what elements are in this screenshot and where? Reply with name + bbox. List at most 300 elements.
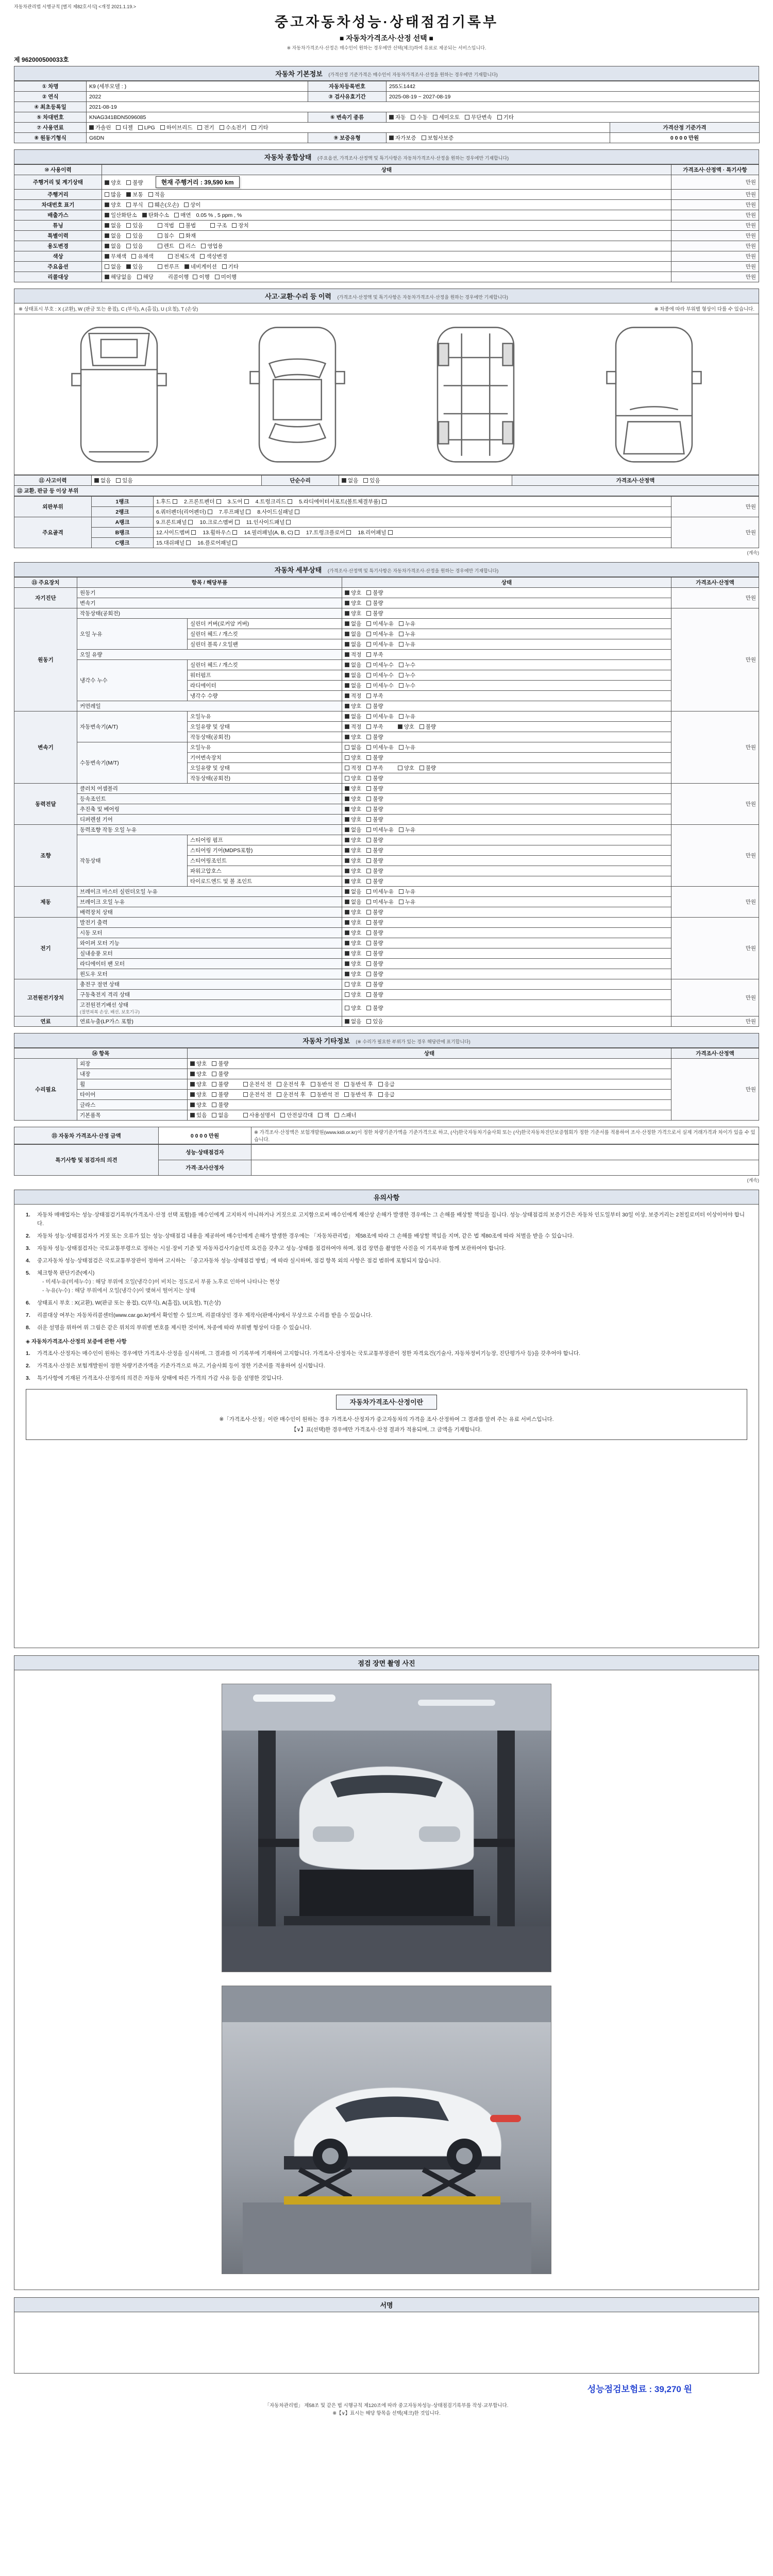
- checkbox[interactable]: [465, 115, 469, 120]
- checkbox[interactable]: [212, 1092, 216, 1097]
- checkbox[interactable]: [105, 244, 109, 248]
- checkbox-label: 양호: [351, 909, 362, 916]
- checkbox[interactable]: [232, 530, 237, 535]
- checkbox-label: 미세누유: [373, 631, 394, 637]
- checkbox[interactable]: [126, 192, 131, 197]
- section-accident-note: (가격조사·산정액 및 특기사항은 자동차가격조사·산정을 원하는 경우에만 기재합니다): [337, 295, 508, 300]
- checkbox[interactable]: [345, 693, 349, 698]
- checkbox[interactable]: [497, 115, 502, 120]
- document-header: [14, 3, 759, 10]
- checkbox[interactable]: [366, 807, 371, 811]
- checkbox-label: 누유: [405, 631, 416, 637]
- checkbox[interactable]: [105, 254, 109, 259]
- checkbox[interactable]: [190, 1061, 195, 1066]
- checkbox-option: [190, 1060, 207, 1067]
- checkbox[interactable]: [295, 510, 299, 514]
- checkbox[interactable]: [366, 1019, 371, 1024]
- checkbox[interactable]: [345, 663, 349, 667]
- checkbox[interactable]: [105, 275, 109, 279]
- state-options: [188, 1110, 671, 1121]
- checkbox[interactable]: [411, 115, 415, 120]
- checkbox[interactable]: [345, 951, 349, 956]
- checkbox[interactable]: [345, 745, 349, 750]
- checkbox[interactable]: [318, 1113, 323, 1117]
- table-row: [14, 251, 759, 262]
- checkbox[interactable]: [216, 499, 221, 504]
- checkbox[interactable]: [366, 632, 371, 636]
- checkbox-label: 없음: [111, 223, 122, 229]
- checkbox[interactable]: [215, 275, 220, 279]
- checkbox-option: [345, 877, 361, 885]
- state-options: [342, 691, 671, 701]
- checkbox[interactable]: [243, 1092, 248, 1097]
- checkbox-label: 적정: [351, 693, 362, 699]
- page-subnote: ※ 자동차가격조사·산정은 매수인이 원하는 경우에만 선택(체크)하여 유료로 제공되는 서비스입니다.: [287, 45, 486, 50]
- checkbox-label: 있음: [132, 223, 143, 229]
- checkbox[interactable]: [158, 223, 162, 228]
- checkbox-label: 기타: [258, 125, 268, 131]
- checkbox[interactable]: [366, 920, 371, 925]
- checkbox-option: [200, 252, 227, 260]
- checkbox[interactable]: [399, 900, 404, 904]
- checkbox[interactable]: [246, 510, 250, 514]
- checkbox[interactable]: [345, 1006, 349, 1010]
- checkbox[interactable]: [399, 827, 404, 832]
- page-title: 중고자동차성능·상태점검기록부: [274, 14, 499, 30]
- checkbox[interactable]: [346, 530, 351, 535]
- checkbox[interactable]: [191, 530, 196, 535]
- checkbox[interactable]: [345, 858, 349, 863]
- checkbox-option: [105, 263, 121, 270]
- checkbox[interactable]: [366, 869, 371, 873]
- checkbox[interactable]: [197, 125, 202, 130]
- checkbox[interactable]: [105, 202, 109, 207]
- checkbox-label: 없음: [351, 662, 362, 668]
- checkbox[interactable]: [311, 1092, 315, 1097]
- state-cell: [102, 262, 671, 272]
- checkbox[interactable]: [158, 264, 162, 269]
- checkbox[interactable]: [366, 982, 371, 987]
- checkbox[interactable]: [345, 879, 349, 884]
- table-row: [14, 815, 759, 825]
- checkbox[interactable]: [295, 530, 299, 535]
- checkbox[interactable]: [190, 1113, 195, 1117]
- checkbox[interactable]: [366, 786, 371, 791]
- checkbox[interactable]: [399, 621, 404, 626]
- checkbox-option: [366, 661, 394, 669]
- section-basic-title: [14, 66, 759, 81]
- checkbox[interactable]: [345, 673, 349, 677]
- checkbox[interactable]: [158, 244, 162, 248]
- checkbox[interactable]: [160, 125, 165, 130]
- notice-item-text: 자동차 성능·상태점검자는 국토교통부령으로 정하는 시설·장비 기준 및 자동차검사기술인력 요건을 갖추고 성능·상태를 점검하여야 하며, 점검 장면을 촬영한 사진을 이 기록부와 함께 보관하여야 합니다.: [37, 1245, 506, 1251]
- checkbox-label: 양호: [351, 796, 362, 802]
- checkbox[interactable]: [366, 673, 371, 677]
- checkbox[interactable]: [345, 941, 349, 945]
- checkbox[interactable]: [345, 930, 349, 935]
- table-row: [14, 804, 759, 815]
- checkbox[interactable]: [345, 838, 349, 842]
- checkbox-option: [212, 1060, 228, 1067]
- checkbox-label: 양호: [196, 1061, 207, 1067]
- checkbox[interactable]: [345, 807, 349, 811]
- car-diagram-top: [233, 318, 362, 471]
- checkbox[interactable]: [366, 1006, 371, 1010]
- checkbox[interactable]: [422, 135, 426, 140]
- notice-item-text: 리콜대상 여부는 자동차리콜센터(www.car.go.kr)에서 확인할 수 있으며, 리콜대상인 경우 제작사(판매사)에서 무상으로 수리를 받을 수 있습니다.: [37, 1312, 373, 1318]
- checkbox[interactable]: [200, 254, 205, 259]
- checkbox[interactable]: [126, 223, 131, 228]
- part-item-label: 6.쿼터펜더(리어펜더): [156, 509, 206, 515]
- checkbox-label: 불량: [373, 796, 383, 802]
- checkbox[interactable]: [345, 900, 349, 904]
- part-item-label: 5.라디에이터서포트(볼트체결부품): [299, 499, 380, 505]
- checkbox[interactable]: [366, 755, 371, 760]
- checkbox[interactable]: [174, 213, 179, 217]
- checkbox[interactable]: [105, 192, 109, 197]
- checkbox[interactable]: [345, 714, 349, 719]
- checkbox-option: [366, 651, 383, 658]
- checkbox[interactable]: [366, 992, 371, 997]
- checkbox[interactable]: [244, 499, 249, 504]
- valuation-definition-title: 자동차가격조사·산정이란: [336, 1395, 437, 1410]
- checkbox[interactable]: [366, 621, 371, 626]
- checkbox[interactable]: [389, 115, 394, 120]
- inline-value: 0.05 % , 5 ppm , %: [196, 212, 242, 218]
- checkbox[interactable]: [184, 264, 189, 269]
- checkbox[interactable]: [366, 683, 371, 688]
- checkbox[interactable]: [105, 223, 109, 228]
- checkbox[interactable]: [345, 1019, 349, 1024]
- col-other-state: 상태: [188, 1048, 671, 1059]
- checkbox[interactable]: [345, 755, 349, 760]
- checkbox[interactable]: [366, 910, 371, 914]
- checkbox[interactable]: [366, 796, 371, 801]
- checkbox[interactable]: [235, 520, 240, 524]
- table-header-row: [14, 578, 759, 588]
- checkbox-label: 기타: [503, 114, 514, 121]
- item-label: 충전구 절연 상태: [77, 979, 342, 990]
- checkbox[interactable]: [366, 663, 371, 667]
- checkbox[interactable]: [345, 601, 349, 605]
- checkbox[interactable]: [311, 1082, 315, 1087]
- checkbox[interactable]: [173, 499, 177, 504]
- checkbox[interactable]: [399, 673, 404, 677]
- section-detail-note: (가격조사·산정액 및 특기사항은 자동차가격조사·산정을 원하는 경우에만 기재합니다): [327, 568, 499, 573]
- checkbox[interactable]: [345, 796, 349, 801]
- checkbox[interactable]: [399, 745, 404, 750]
- checkbox[interactable]: [184, 202, 189, 207]
- checkbox[interactable]: [208, 510, 212, 514]
- checkbox[interactable]: [345, 642, 349, 647]
- price-cell: 만원: [671, 190, 759, 200]
- device-label: 변속기: [14, 711, 77, 784]
- checkbox[interactable]: [419, 766, 424, 770]
- checkbox[interactable]: [345, 621, 349, 626]
- checkbox[interactable]: [190, 1103, 195, 1107]
- checkbox[interactable]: [345, 683, 349, 688]
- state-options: [342, 969, 671, 979]
- checkbox[interactable]: [126, 180, 131, 185]
- checkbox-label: 미이행: [221, 274, 237, 280]
- checkbox[interactable]: [277, 1082, 281, 1087]
- part-item-label: 15.대쉬패널: [156, 540, 185, 546]
- checkbox-label: 양호: [351, 775, 362, 782]
- checkbox[interactable]: [366, 827, 371, 832]
- item-label: 동력조향 작동 오일 누유: [77, 825, 342, 835]
- checkbox[interactable]: [186, 540, 191, 545]
- notice-item-text: 자동차 성능·상태점검자가 거짓 또는 오류가 있는 성능·상태점검 내용을 제공하여 매수인에게 손해가 발생한 경우에는 「자동차관리법」 제58조에 따라 그 손해를 배상할 책임을 지며, 같은 법 제80조에 따라 처벌을 받을 수 있습니다.: [37, 1233, 574, 1239]
- checkbox-option: [366, 795, 383, 803]
- checkbox[interactable]: [94, 478, 99, 483]
- checkbox[interactable]: [345, 982, 349, 987]
- comprehensive-table: [14, 164, 759, 282]
- checkbox[interactable]: [366, 941, 371, 945]
- checkbox[interactable]: [243, 1113, 248, 1117]
- checkbox[interactable]: [201, 244, 206, 248]
- checkbox[interactable]: [345, 611, 349, 616]
- checkbox-option: [210, 222, 227, 229]
- checkbox[interactable]: [345, 632, 349, 636]
- checkbox-option: [94, 477, 111, 484]
- checkbox[interactable]: [366, 735, 371, 739]
- simple-repair-label: 단순수리: [262, 476, 339, 486]
- photos-body: [14, 1670, 759, 2290]
- checkbox[interactable]: [366, 601, 371, 605]
- form-reference-note: 자동차관리법 시행규칙 [별지 제82호서식] <개정 2021.1.19.>: [14, 4, 137, 9]
- checkbox[interactable]: [222, 264, 227, 269]
- opinion-text-appraiser: [251, 1160, 759, 1176]
- checkbox[interactable]: [378, 1082, 383, 1087]
- checkbox[interactable]: [345, 817, 349, 822]
- checkbox-option: [212, 1070, 228, 1078]
- checkbox[interactable]: [366, 704, 371, 708]
- checkbox[interactable]: [243, 1082, 248, 1087]
- checkbox[interactable]: [419, 724, 424, 729]
- checkbox[interactable]: [288, 499, 292, 504]
- checkbox[interactable]: [212, 1113, 216, 1117]
- checkbox[interactable]: [366, 611, 371, 616]
- checkbox[interactable]: [366, 817, 371, 822]
- checkbox[interactable]: [399, 632, 404, 636]
- checkbox[interactable]: [342, 478, 346, 483]
- checkbox[interactable]: [398, 766, 402, 770]
- checkbox[interactable]: [345, 704, 349, 708]
- checkbox[interactable]: [389, 135, 394, 140]
- checkbox[interactable]: [232, 540, 237, 545]
- checkbox[interactable]: [126, 233, 131, 238]
- checkbox-option: [142, 211, 170, 219]
- other-item-label: 내장: [77, 1069, 188, 1079]
- checkbox[interactable]: [345, 848, 349, 853]
- checkbox[interactable]: [210, 223, 215, 228]
- rank-label: B랭크: [92, 528, 154, 538]
- checkbox[interactable]: [286, 520, 291, 524]
- checkbox[interactable]: [334, 1113, 339, 1117]
- item-label: 실내송풍 모터: [77, 948, 342, 959]
- checkbox[interactable]: [220, 125, 224, 130]
- checkbox[interactable]: [138, 125, 143, 130]
- checkbox[interactable]: [399, 714, 404, 719]
- notice-item-text: 자동차 매매업자는 성능·상태점검기록부(가격조사·산정 선택 포함)를 매수인에게 고지하지 아니하거나 거짓으로 고지함으로써 매수인에게 재산상 손해가 발생한 경우에는 그 손해를 배상할 책임을 집니다. 성능·상태점검의 보증기간은 자동차 인도일부터 30일 이상, 보증거리는 2천킬로미터 이상이어야 합니다.: [37, 1212, 745, 1227]
- checkbox[interactable]: [366, 642, 371, 647]
- checkbox-label: 누유: [405, 744, 416, 751]
- checkbox-option: [366, 826, 394, 834]
- table-row: [14, 200, 759, 210]
- checkbox[interactable]: [280, 1113, 285, 1117]
- checkbox-label: 안전삼각대: [287, 1112, 313, 1118]
- opinion-table: [14, 1144, 759, 1176]
- checkbox[interactable]: [366, 972, 371, 976]
- checkbox[interactable]: [116, 125, 121, 130]
- checkbox[interactable]: [366, 745, 371, 750]
- checkbox[interactable]: [277, 1092, 281, 1097]
- checkbox[interactable]: [179, 223, 184, 228]
- subitem-label: 스티어링조인트: [188, 856, 342, 866]
- checkbox[interactable]: [105, 180, 109, 185]
- checkbox[interactable]: [212, 1103, 216, 1107]
- checkbox[interactable]: [345, 972, 349, 976]
- checkbox[interactable]: [188, 520, 193, 524]
- checkbox[interactable]: [366, 766, 371, 770]
- checkbox[interactable]: [366, 714, 371, 719]
- checkbox[interactable]: [433, 115, 438, 120]
- checkbox[interactable]: [212, 1061, 216, 1066]
- checkbox[interactable]: [366, 858, 371, 863]
- checkbox[interactable]: [345, 910, 349, 914]
- checkbox[interactable]: [105, 233, 109, 238]
- checkbox[interactable]: [105, 213, 109, 217]
- checkbox[interactable]: [232, 223, 237, 228]
- rank-label: 2랭크: [92, 507, 154, 517]
- checkbox[interactable]: [89, 125, 94, 130]
- notice-item: [26, 1374, 747, 1383]
- checkbox[interactable]: [212, 1082, 216, 1087]
- table-row: [14, 990, 759, 1000]
- signature-area[interactable]: [14, 2312, 759, 2373]
- checkbox[interactable]: [378, 1092, 383, 1097]
- checkbox[interactable]: [345, 869, 349, 873]
- checkbox[interactable]: [399, 889, 404, 894]
- checkbox[interactable]: [399, 642, 404, 647]
- checkbox[interactable]: [366, 590, 371, 595]
- checkbox[interactable]: [345, 992, 349, 997]
- checkbox[interactable]: [345, 724, 349, 729]
- checkbox-label: 탄화수소: [148, 212, 170, 218]
- checkbox-option: [277, 1080, 306, 1088]
- checkbox[interactable]: [190, 1072, 195, 1076]
- checkbox-label: 양호: [351, 940, 362, 946]
- checkbox[interactable]: [366, 848, 371, 853]
- checkbox[interactable]: [345, 961, 349, 966]
- checkbox[interactable]: [142, 213, 147, 217]
- checkbox[interactable]: [363, 478, 368, 483]
- checkbox[interactable]: [366, 951, 371, 956]
- checkbox[interactable]: [137, 275, 142, 279]
- checkbox[interactable]: [366, 900, 371, 904]
- table-row: [14, 190, 759, 200]
- table-row: [14, 887, 759, 897]
- item-label: 연료누출(LP가스 포함): [77, 1016, 342, 1027]
- checkbox[interactable]: [345, 735, 349, 739]
- checkbox-label: 양호: [351, 600, 362, 606]
- checkbox[interactable]: [398, 724, 402, 729]
- checkbox[interactable]: [126, 202, 131, 207]
- checkbox[interactable]: [179, 233, 184, 238]
- checkbox-option: [345, 846, 361, 854]
- section-detail: [14, 562, 759, 1027]
- checkbox[interactable]: [366, 776, 371, 781]
- checkbox[interactable]: [193, 275, 197, 279]
- rank-label: 1랭크: [92, 497, 154, 507]
- checkbox[interactable]: [345, 652, 349, 657]
- rank-table: [14, 496, 759, 548]
- checkbox[interactable]: [251, 125, 256, 130]
- checkbox-label: 적음: [154, 192, 165, 198]
- checkbox-label: 부족: [373, 765, 383, 771]
- checkbox-label: 누유: [405, 714, 416, 720]
- item-label: 와이퍼 모터 기능: [77, 938, 342, 948]
- checkbox[interactable]: [399, 683, 404, 688]
- checkbox-option: [419, 764, 436, 772]
- checkbox[interactable]: [212, 1072, 216, 1076]
- checkbox[interactable]: [366, 930, 371, 935]
- checkbox[interactable]: [116, 478, 121, 483]
- checkbox[interactable]: [366, 693, 371, 698]
- checkbox[interactable]: [345, 786, 349, 791]
- checkbox[interactable]: [366, 961, 371, 966]
- checkbox[interactable]: [344, 1082, 349, 1087]
- checkbox[interactable]: [105, 264, 109, 269]
- checkbox-label: 불량: [373, 734, 383, 740]
- notice-item-text: 체크항목 판단기준(예시) - 미세누유(미세누수) : 해당 부위에 오일(냉각수)이 비치는 정도로서 부품 노후로 인하여 나타나는 현상 - 누유(누수) : 해당 부위에서 오일(냉각수)이 맺혀서 떨어지는 상태: [37, 1269, 280, 1295]
- table-row: [14, 528, 759, 538]
- checkbox[interactable]: [399, 663, 404, 667]
- checkbox[interactable]: [126, 244, 131, 248]
- checkbox[interactable]: [190, 1092, 195, 1097]
- checkbox[interactable]: [179, 244, 184, 248]
- checkbox[interactable]: [345, 889, 349, 894]
- checkbox[interactable]: [190, 1082, 195, 1087]
- state-options: [342, 670, 671, 681]
- checkbox[interactable]: [366, 724, 371, 729]
- checkbox[interactable]: [148, 192, 153, 197]
- checkbox[interactable]: [345, 776, 349, 781]
- checkbox[interactable]: [382, 499, 386, 504]
- table-row: [14, 507, 759, 517]
- checkbox[interactable]: [168, 254, 173, 259]
- checkbox[interactable]: [345, 827, 349, 832]
- checkbox[interactable]: [148, 202, 153, 207]
- checkbox[interactable]: [366, 652, 371, 657]
- checkbox[interactable]: [345, 590, 349, 595]
- checkbox[interactable]: [126, 264, 131, 269]
- checkbox-label: 없음: [111, 264, 122, 270]
- checkbox[interactable]: [366, 879, 371, 884]
- checkbox[interactable]: [131, 254, 136, 259]
- checkbox[interactable]: [344, 1092, 349, 1097]
- checkbox-option: [116, 124, 132, 131]
- checkbox-option: [366, 816, 383, 823]
- checkbox[interactable]: [345, 766, 349, 770]
- checkbox[interactable]: [158, 233, 162, 238]
- col-use-history: ⑩ 사용이력: [14, 165, 102, 175]
- footer-line-1: 「자동차관리법」 제58조 및 같은 법 시행규칙 제120조에 따라 중고자동차성능·상태점검기록부를 작성·교부합니다.: [264, 2403, 509, 2409]
- checkbox[interactable]: [366, 838, 371, 842]
- checkbox[interactable]: [366, 889, 371, 894]
- checkbox[interactable]: [345, 920, 349, 925]
- checkbox[interactable]: [388, 530, 393, 535]
